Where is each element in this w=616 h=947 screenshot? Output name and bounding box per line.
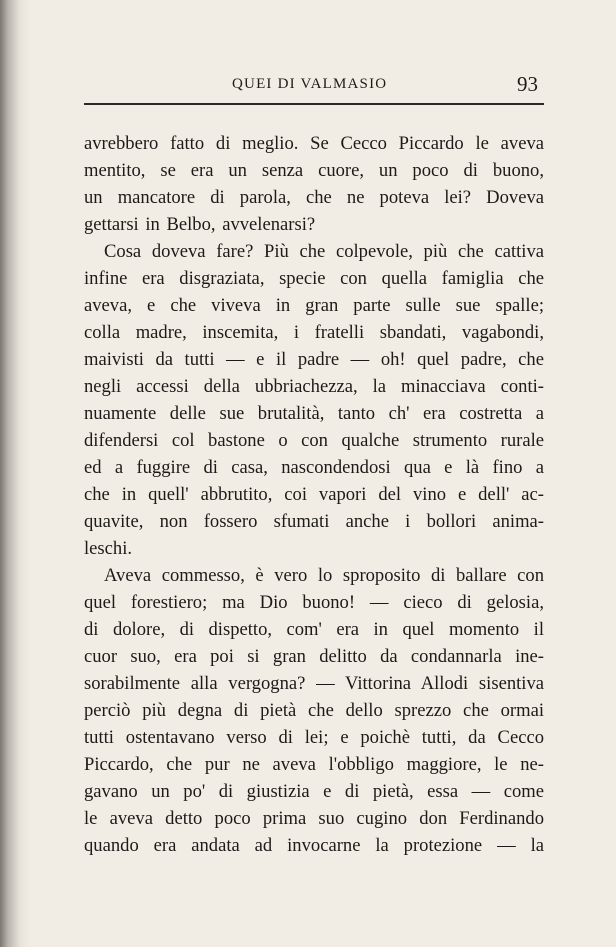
text-line: Cosa doveva fare? Più che colpevole, più che cattiva (104, 241, 544, 262)
text-line: infine era disgraziata, specie con quella famiglia che (84, 268, 544, 289)
text-line: gettarsi in Belbo, avvelenarsi? (84, 214, 316, 235)
running-head (84, 70, 544, 100)
paragraph (84, 562, 544, 859)
page-number: 93 (517, 72, 538, 96)
text-line: sorabilmente alla vergogna? — Vittorina Allodi sisentiva (84, 673, 544, 694)
text-line: Aveva commesso, è vero lo sproposito di ballare con (104, 565, 544, 586)
text-line: che in quell' abbrutito, coi vapori del vino e dell' ac- (84, 484, 544, 505)
text-line: cuor suo, era poi si gran delitto da condannarla ine- (84, 646, 544, 667)
text-line: tutti ostentavano verso di lei; e poichè tutti, da Cecco (84, 727, 544, 748)
text-line: aveva, e che viveva in gran parte sulle sue spalle; (84, 295, 544, 316)
text-line: Piccardo, che pur ne aveva l'obbligo maggiore, le ne- (84, 754, 544, 775)
paragraph (84, 238, 544, 562)
text-line: quando era andata ad invocarne la protezione — la (84, 835, 544, 856)
text-line: difendersi col bastone o con qualche strumento rurale (84, 430, 544, 451)
text-line: di dolore, di dispetto, com' era in quel momento il (84, 619, 544, 640)
text-line: leschi. (84, 538, 133, 559)
text-line: un mancatore di parola, che ne poteva lei? Doveva (84, 187, 544, 208)
text-line: gavano un po' di giustizia e di pietà, essa — come (84, 781, 544, 802)
text-line: maivisti da tutti — e il padre — oh! quel padre, che (84, 349, 544, 370)
header-rule (84, 103, 544, 105)
text-line: negli accessi della ubbriachezza, la minacciava conti- (84, 376, 544, 397)
text-line: ed a fuggire di casa, nascondendosi qua e là fino a (84, 457, 544, 478)
text-line: quavite, non fossero sfumati anche i bollori anima- (84, 511, 544, 532)
text-line: nuamente delle sue brutalità, tanto ch' era costretta a (84, 403, 544, 424)
page-binding-edge (0, 0, 30, 947)
text-line: le aveva detto poco prima suo cugino don Ferdinando (84, 808, 544, 829)
text-line: avrebbero fatto di meglio. Se Cecco Piccardo le aveva (84, 133, 544, 154)
text-line: colla madre, inscemita, i fratelli sbandati, vagabondi, (84, 322, 544, 343)
running-title: QUEI DI VALMASIO (232, 76, 388, 92)
paragraph (84, 130, 544, 238)
body-text (84, 130, 544, 859)
text-line: mentito, se era un senza cuore, un poco di buono, (84, 160, 544, 181)
text-line: perciò più degna di pietà che dello sprezzo che ormai (84, 700, 544, 721)
text-line: quel forestiero; ma Dio buono! — cieco di gelosia, (84, 592, 544, 613)
